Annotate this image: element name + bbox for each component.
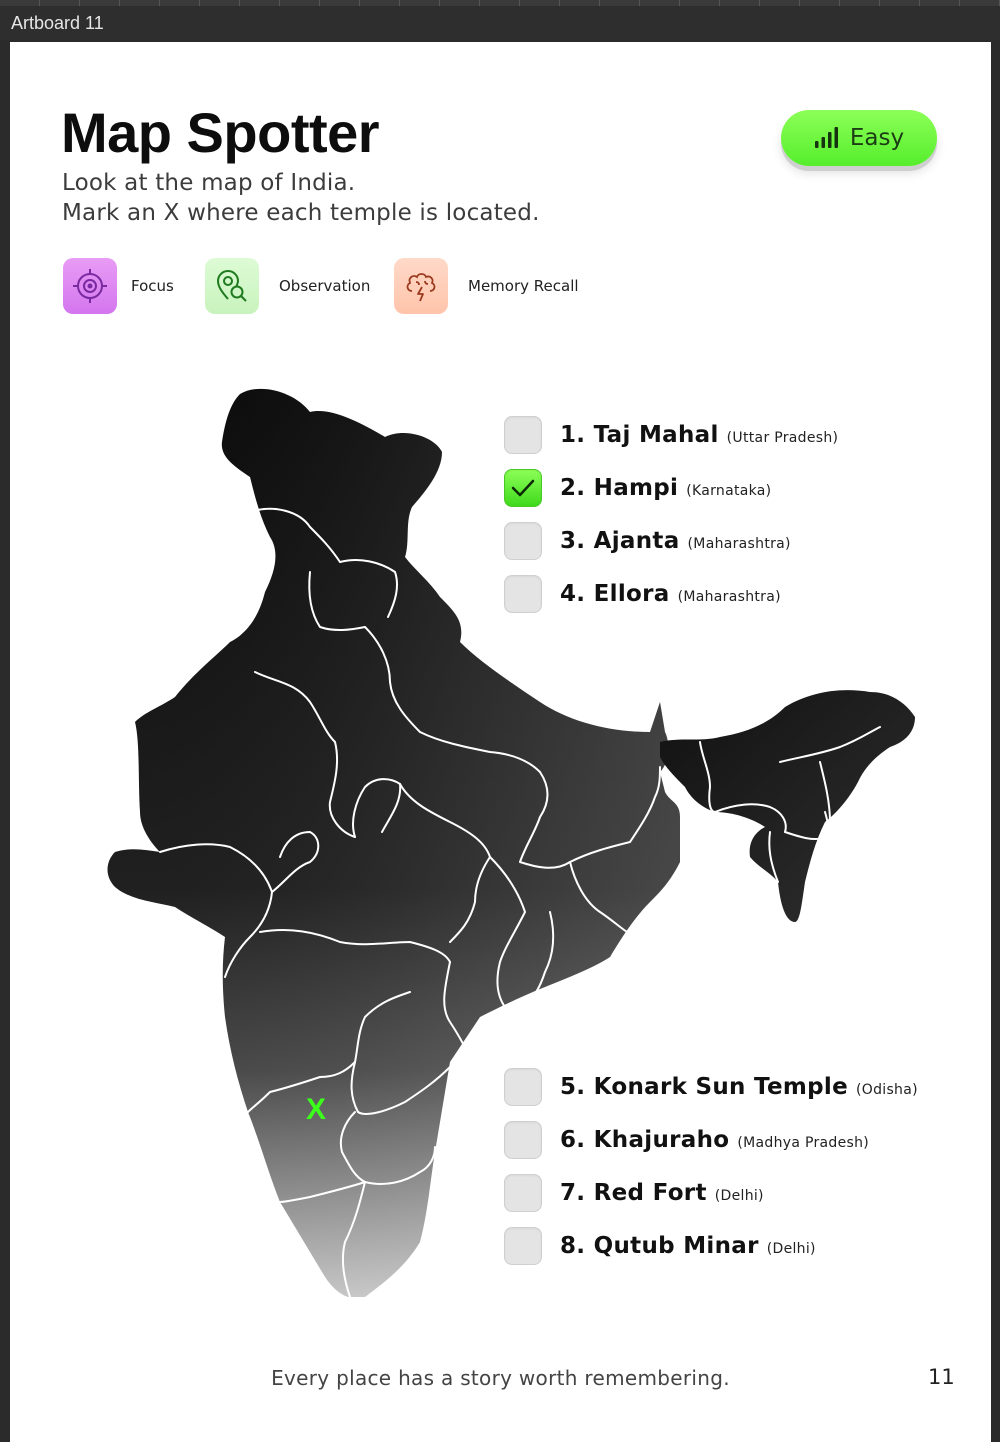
temple-checklist-top (504, 408, 838, 620)
temple-state: (Uttar Pradesh) (726, 429, 839, 446)
list-item (504, 1113, 918, 1166)
footer-tagline: Every place has a story worth remembering. (271, 1366, 730, 1390)
temple-name: 8. Qutub Minar (560, 1232, 759, 1259)
temple-name: 7. Red Fort (560, 1179, 707, 1206)
answer-marker-x[interactable]: X (305, 1093, 327, 1126)
artboard-toolbar (0, 0, 1000, 40)
difficulty-label: Easy (849, 125, 905, 151)
map-pin-search-icon (205, 258, 259, 314)
list-item (504, 1219, 918, 1272)
checkbox-checked[interactable] (504, 469, 542, 507)
checkbox[interactable] (504, 522, 542, 560)
northeast-region (660, 690, 915, 922)
temple-name: 4. Ellora (560, 580, 670, 607)
temple-checklist-bottom (504, 1060, 918, 1272)
list-item (504, 408, 838, 461)
skill-label: Observation (279, 277, 371, 295)
temple-state: (Delhi) (714, 1187, 764, 1204)
skill-label: Focus (131, 277, 174, 295)
checkbox[interactable] (504, 416, 542, 454)
list-item (504, 461, 838, 514)
page-title: Map Spotter (61, 101, 380, 164)
ruler (0, 0, 1000, 6)
list-item (504, 1060, 918, 1113)
temple-name: 1. Taj Mahal (560, 421, 719, 448)
temple-name: 2. Hampi (560, 474, 679, 501)
artboard-label[interactable]: Artboard 11 (11, 13, 104, 33)
skill-observation (205, 258, 370, 314)
temple-state: (Delhi) (766, 1240, 816, 1257)
temple-name: 5. Konark Sun Temple (560, 1073, 848, 1100)
instruction-line-1: Look at the map of India. (62, 170, 356, 196)
temple-state: (Karnataka) (686, 482, 772, 499)
skill-memory-recall (394, 258, 579, 314)
temple-name: 6. Khajuraho (560, 1126, 730, 1153)
checkmark-icon (510, 477, 536, 499)
checkbox[interactable] (504, 1121, 542, 1159)
temple-name: 3. Ajanta (560, 527, 680, 554)
list-item (504, 567, 838, 620)
brain-lightning-icon (394, 258, 448, 314)
list-item (504, 514, 838, 567)
skill-label: Memory Recall (468, 277, 579, 295)
temple-state: (Odisha) (855, 1081, 918, 1098)
temple-state: (Maharashtra) (677, 588, 781, 605)
signal-bars-icon (814, 127, 840, 149)
checkbox[interactable] (504, 1227, 542, 1265)
worksheet-page (10, 42, 991, 1442)
checkbox[interactable] (504, 575, 542, 613)
instruction-line-2: Mark an X where each temple is located. (62, 200, 540, 226)
temple-state: (Maharashtra) (687, 535, 791, 552)
temple-state: (Madhya Pradesh) (737, 1134, 870, 1151)
checkbox[interactable] (504, 1174, 542, 1212)
skill-focus (63, 258, 174, 314)
difficulty-badge[interactable] (781, 110, 937, 166)
target-icon (63, 258, 117, 314)
checkbox[interactable] (504, 1068, 542, 1106)
list-item (504, 1166, 918, 1219)
page-number: 11 (928, 1365, 955, 1389)
